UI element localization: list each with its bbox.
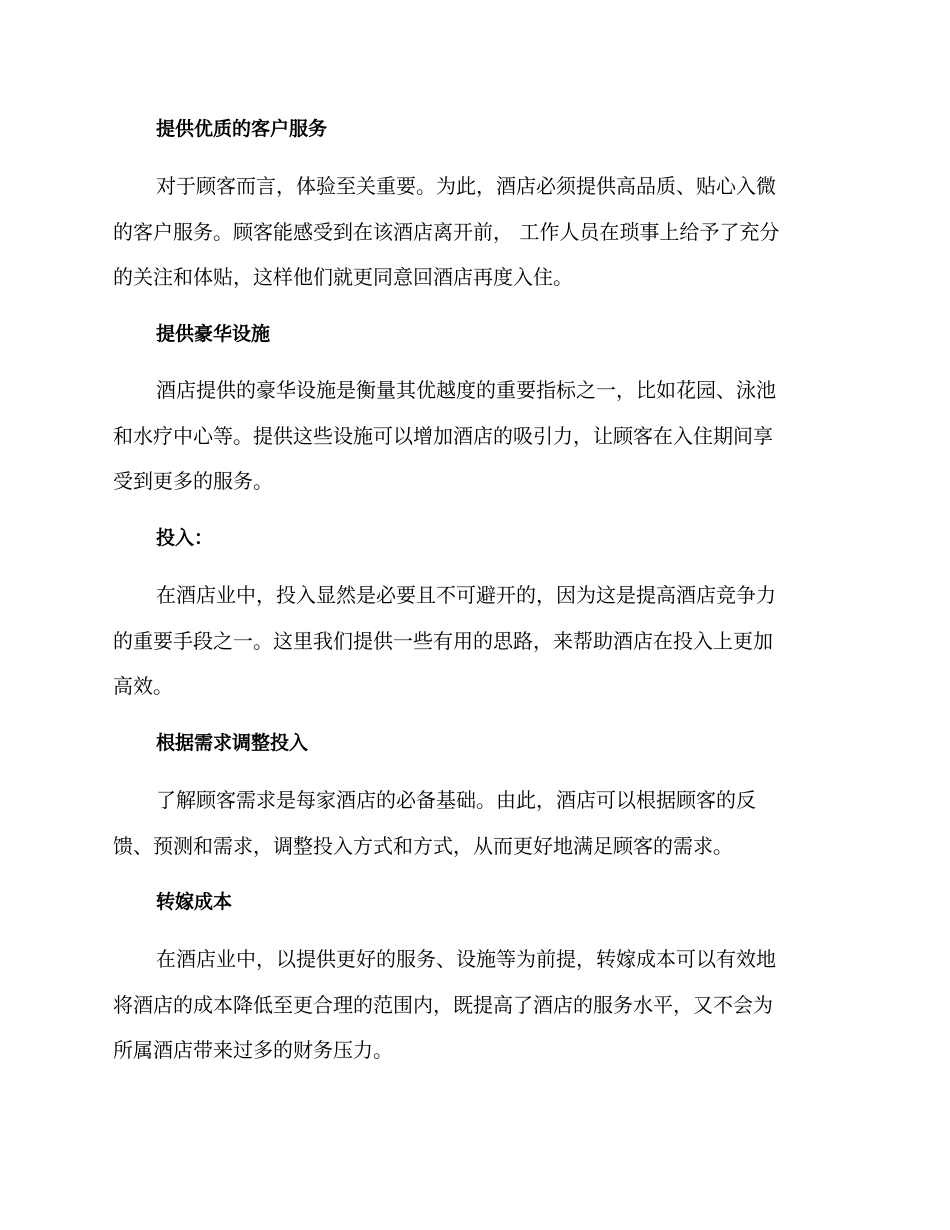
paragraph-line: 在酒店业中，投入显然是必要且不可避开的，因为这是提高酒店竞争力 — [156, 583, 776, 607]
paragraph-line: 对于顾客而言，体验至关重要。为此，酒店必须提供高品质、贴心入微 — [156, 174, 776, 198]
section-heading-customer-service: 提供优质的客户服务 — [156, 118, 328, 140]
paragraph-line: 的客户服务。顾客能感受到在该酒店离开前， 工作人员在琐事上给予了充分 — [113, 219, 780, 244]
section-heading-adjust-investment: 根据需求调整投入 — [156, 732, 309, 754]
section-paragraph-cost-transfer — [113, 937, 843, 1074]
paragraph-line: 将酒店的成本降低至更合理的范围内，既提高了酒店的服务水平，又不会为 — [113, 992, 773, 1017]
section-heading-investment: 投入： — [156, 527, 214, 549]
paragraph-line: 高效。 — [113, 674, 173, 698]
paragraph-line: 所属酒店带来过多的财务压力。 — [113, 1038, 393, 1062]
section-heading-cost-transfer: 转嫁成本 — [156, 891, 233, 913]
paragraph-line: 的关注和体贴，这样他们就更同意回酒店再度入住。 — [113, 265, 573, 289]
section-heading-luxury-facilities: 提供豪华设施 — [156, 323, 271, 345]
section-paragraph-adjust-investment — [113, 778, 843, 869]
paragraph-line: 的重要手段之一。这里我们提供一些有用的思路，来帮助酒店在投入上更加 — [113, 628, 773, 653]
section-paragraph-luxury-facilities — [113, 368, 843, 505]
paragraph-line: 馈、预测和需求，调整投入方式和方式，从而更好地满足顾客的需求。 — [113, 833, 733, 858]
paragraph-line: 了解顾客需求是每家酒店的必备基础。由此，酒店可以根据顾客的反 — [156, 788, 756, 812]
section-paragraph-investment — [113, 573, 843, 710]
paragraph-line: 受到更多的服务。 — [113, 469, 273, 493]
paragraph-line: 和水疗中心等。提供这些设施可以增加酒店的吸引力，让顾客在入住期间享 — [113, 423, 773, 448]
paragraph-line: 在酒店业中，以提供更好的服务、设施等为前提，转嫁成本可以有效地 — [156, 947, 776, 971]
paragraph-line: 酒店提供的豪华设施是衡量其优越度的重要指标之一，比如花园、泳池 — [156, 378, 776, 402]
section-paragraph-customer-service — [113, 164, 843, 301]
